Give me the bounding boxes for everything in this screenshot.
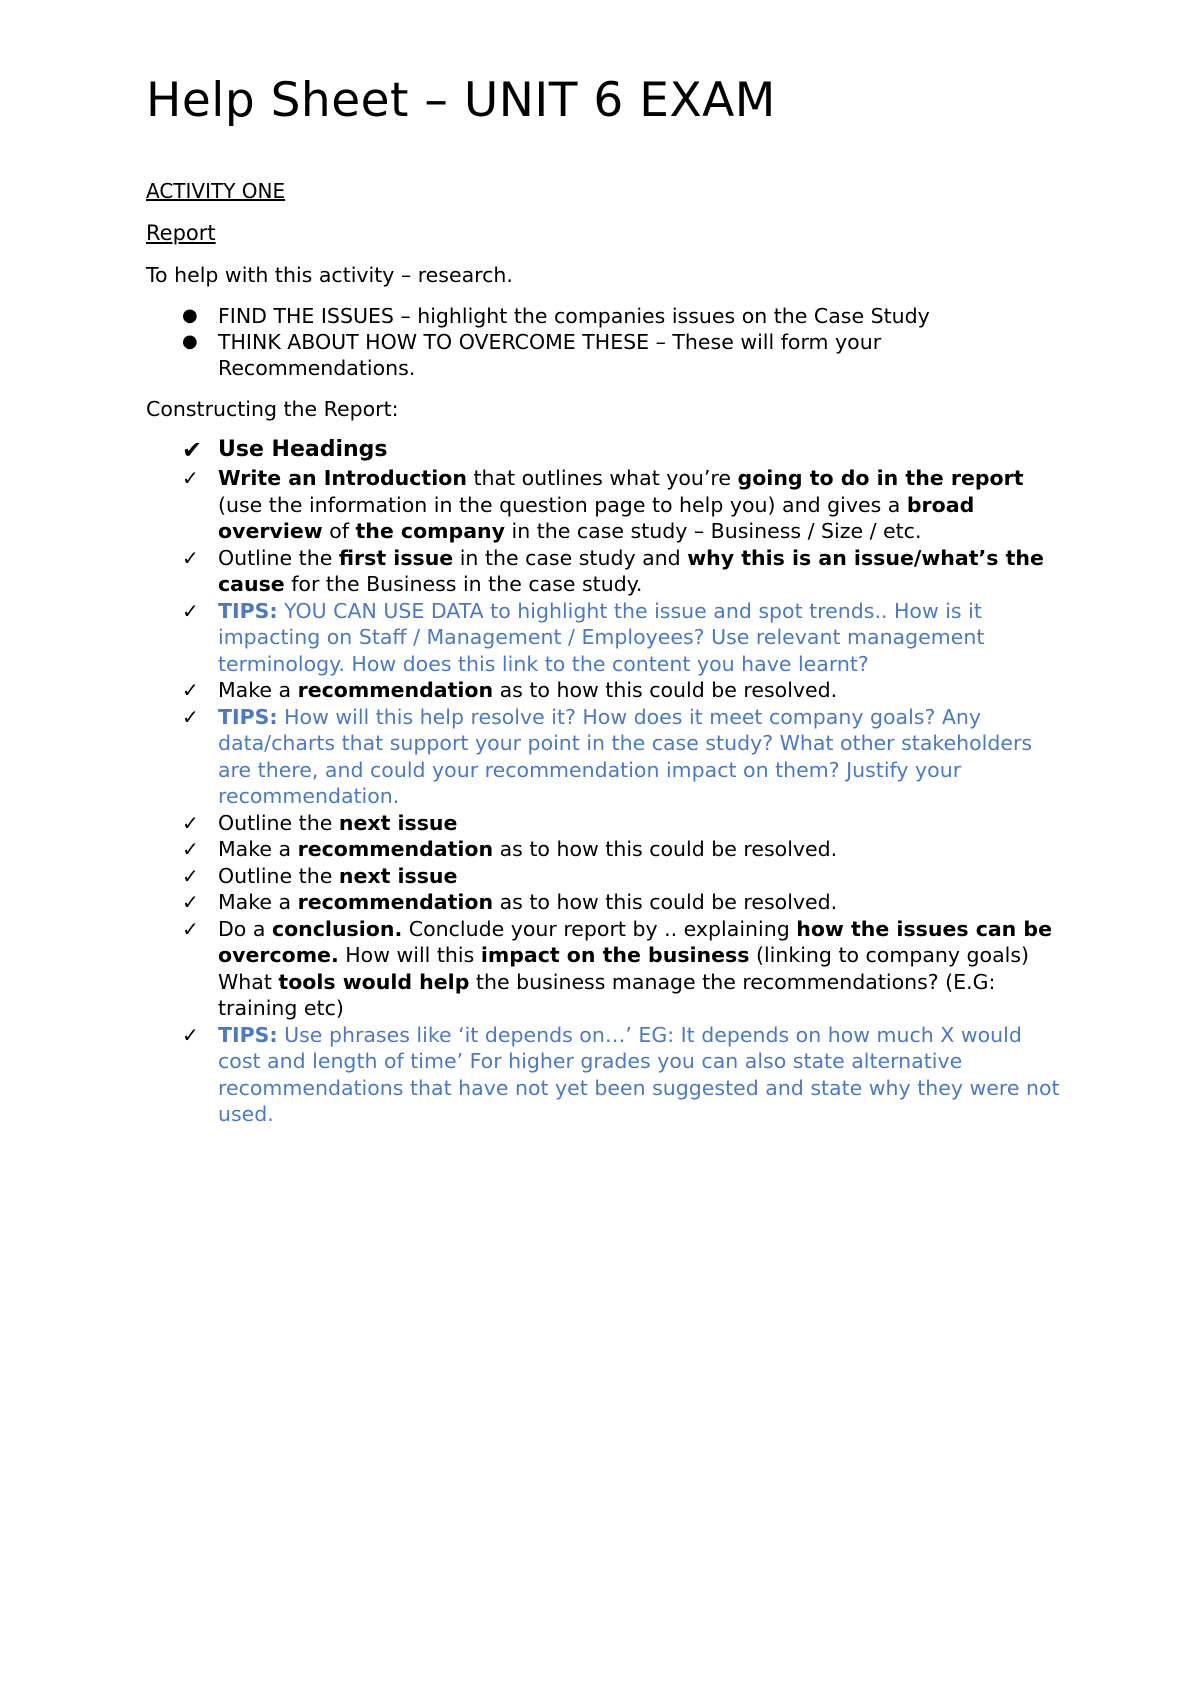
checklist-item: ✓ Make a recommendation as to how this could be resolved. [182,678,838,702]
checklist-item: ✓ Make a recommendation as to how this could be resolved. [182,837,838,861]
checkmark-icon: ✓ [182,678,199,702]
checkmark-icon: ✓ [182,466,199,490]
checkmark-icon: ✓ [182,863,199,888]
checklist-tip-item: ✓ TIPS: How will this help resolve it? How does it meet company goals? Any data/charts that support your point in the case study? What other stakeholders are there, and could your recommendation impact on them? Justify your recommendation. [182,704,1033,808]
checkmark-icon: ✓ [182,545,199,570]
activity-heading: ACTIVITY ONE [146,179,286,203]
checklist-item: ✔ Use Headings [182,436,388,464]
bullet-item: ● THINK ABOUT HOW TO OVERCOME THESE – These will form your Recommendations. [182,330,882,380]
checkmark-icon: ✔ [182,436,203,464]
checklist-item: ✓ Do a conclusion. Conclude your report by .. explaining how the issues can be overcome. How will this impact on the business (linking to company goals) What tools would help the business manage the recommendations? (E.G: training etc) [182,916,1052,1020]
checkmark-icon: ✓ [182,704,199,729]
bullet-icon: ● [182,331,198,352]
checkmark-icon: ✓ [182,1022,199,1047]
checklist-item: ✓ Outline the first issue in the case study and why this is an issue/what’s the cause for the Business in the case study. [182,545,1044,596]
checkmark-icon: ✓ [182,598,199,623]
report-checklist [146,435,1066,1128]
document-page [146,70,1066,1128]
bullet-icon: ● [182,305,198,326]
checklist-item: ✓ Make a recommendation as to how this could be resolved. [182,890,838,914]
checkmark-icon: ✓ [182,890,199,914]
checklist-item: ✓ Outline the next issue [182,810,458,835]
issues-bullet-list [146,303,1066,381]
checklist-tip-item: ✓ TIPS: Use phrases like ‘it depends on…’ EG: It depends on how much X would cost and length of time’ For higher grades you can also state alternative recommendations that have not yet been suggested and state why they were not used. [182,1022,1060,1126]
checklist-item: ✓ Write an Introduction that outlines what you’re going to do in the report (use the information in the question page to help you) and gives a broad overview of the company in the case study – Business / Size / etc. [182,466,1024,543]
checkmark-icon: ✓ [182,916,199,941]
checklist-tip-item: ✓ TIPS: YOU CAN USE DATA to highlight the issue and spot trends.. How is it impacting on Staff / Management / Employees? Use relevant management terminology. How does this link to the content you have learnt? [182,598,985,676]
intro-text: To help with this activity – research. [146,263,513,287]
bullet-item: ● FIND THE ISSUES – highlight the companies issues on the Case Study [182,304,930,328]
checklist-item: ✓ Outline the next issue [182,863,458,888]
report-heading: Report [146,221,216,245]
page-title: Help Sheet – UNIT 6 EXAM [146,73,776,128]
constructing-text: Constructing the Report: [146,397,399,421]
checkmark-icon: ✓ [182,837,199,861]
checkmark-icon: ✓ [182,810,199,835]
